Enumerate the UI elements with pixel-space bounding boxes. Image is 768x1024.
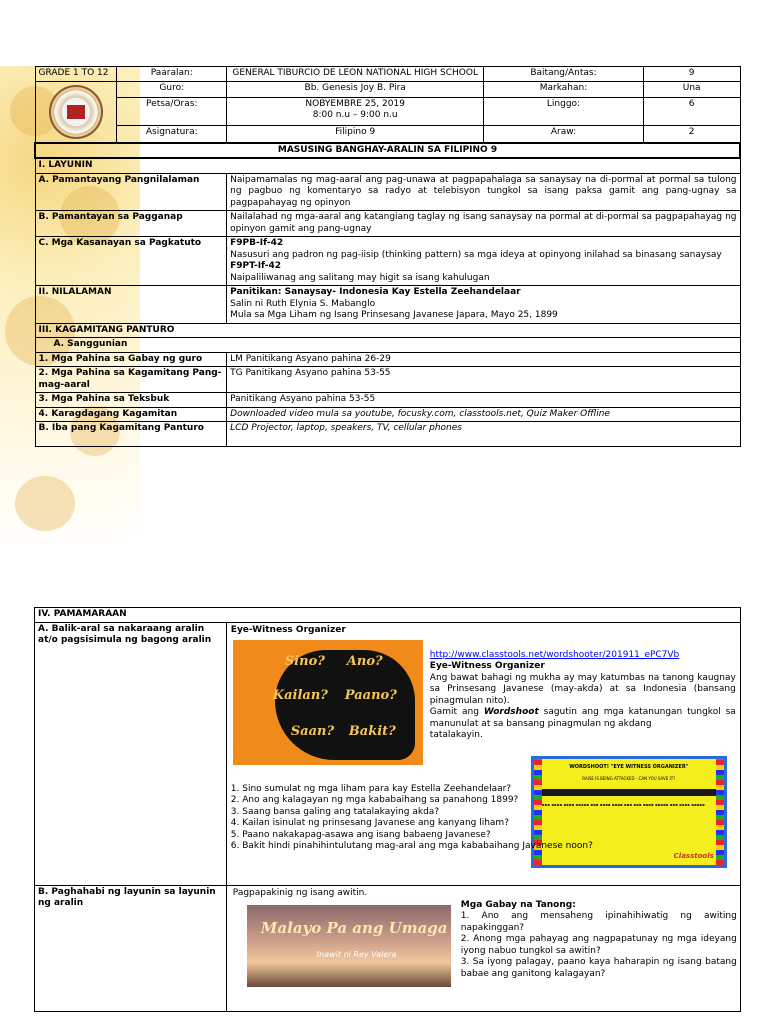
markahan-label: Markahan: (484, 81, 644, 97)
teksbuk-label: 3. Mga Pahina sa Teksbuk (35, 393, 227, 408)
wordshooter-link[interactable]: http://www.classtools.net/wordshooter/201911_ePC7Vb (429, 649, 680, 660)
grade-cell: GRADE 1 TO 12 (35, 67, 117, 82)
paghahabi-label: B. Paghahabi ng layunin sa layunin ng aralin (35, 885, 227, 1011)
guro-value: Bb. Genesis Joy B. Pira (227, 81, 484, 97)
wordshoot-screenshot: WORDSHOOT! "EYE WITNESS ORGANIZER" RAISE IS BEING ATTACKED - CAN YOU SAVE IT? ▪▪▪ ▪▪▪▪ ▪▪▪▪ ▪▪▪▪▪ ▪▪▪ ▪▪▪▪ ▪▪▪▪ ▪▪▪ ▪▪▪ ▪▪▪▪ ▪▪▪▪▪ ▪▪▪ ▪▪▪▪ ▪▪▪▪▪ Classtools (531, 756, 727, 868)
gabay-guro-label: 1. Mga Pahina sa Gabay ng guro (35, 352, 227, 367)
kagamitang-mag-aaral-label: 2. Mga Pahina sa Kagamitang Pang-mag-aaral (35, 367, 227, 393)
guro-label: Guro: (117, 81, 227, 97)
teksbuk-value: Panitikang Asyano pahina 53-55 (227, 393, 740, 408)
araw-label: Araw: (484, 126, 644, 143)
baitang-value: 9 (643, 67, 740, 82)
lesson-plan-header-table (34, 66, 741, 447)
asignatura-value: Filipino 9 (227, 126, 484, 143)
kasanayan-text: F9PB-If-42 Nasusuri ang padron ng pag-iisip (thinking pattern) sa mga ideya at opinyong inilahad sa binasang sanaysay F9PT-If-42 Naipaliliwanag ang salitang may higit sa isang kahulugan (227, 237, 740, 286)
eye-witness-subtitle: Eye-Witness Organizer (429, 661, 545, 671)
gabay-na-tanong: Mga Gabay na Tanong: 1. Ano ang mensaheng ipinahihiwatig ng awiting napakinggan? 2. Anong mga pahayag ang nagpapatunay ng mga ideyang iyong nabuo tungkol sa awitin? 3. Sa iyong palagay, paano kaya haharapin ng isang batang babae ang ganitong kalagayan? (460, 899, 737, 979)
paaralan-value: GENERAL TIBURCIO DE LEON NATIONAL HIGH SCHOOL (227, 67, 484, 82)
karagdagang-kagamitan-value: Downloaded video mula sa youtube, focusky.com, classtools.net, Quiz Maker Offline (227, 407, 740, 422)
school-seal-icon (49, 85, 103, 139)
pamantayan-pagganap-label: B. Pamantayan sa Pagganap (35, 211, 227, 237)
wordshoot-instruction: Gamit ang Wordshoot sagutin ang mga katanungan tungkol sa manunulat at sa bansang pinagmulan ng akdang (429, 707, 736, 729)
gabay-guro-value: LM Panitikang Asyano pahina 26-29 (227, 352, 740, 367)
nilalaman-label: II. NILALAMAN (35, 286, 227, 324)
school-logo-cell (35, 81, 117, 143)
eye-witness-organizer-image: Sino? Ano? Kailan? Paano? Saan? Bakit? (233, 640, 423, 765)
asignatura-label: Asignatura: (117, 126, 227, 143)
layunin-heading: I. LAYUNIN (35, 158, 740, 173)
pamantayan-pagganap-text: Nailalahad ng mga-aaral ang katangiang taglay ng isang sanaysay na pormal at di-pormal sa pagpapahayag ng opinyon gamit ang pang-ugnay (227, 211, 740, 237)
paghahabi-content (226, 885, 740, 1011)
petsa-value: NOBYEMBRE 25, 2019 8:00 n.u – 9:00 n.u (227, 97, 484, 126)
linggo-value: 6 (643, 97, 740, 126)
pamamaraan-table (34, 607, 741, 1012)
kagamitang-mag-aaral-value: TG Panitikang Asyano pahina 53-55 (227, 367, 740, 393)
araw-value: 2 (643, 126, 740, 143)
pagpapakinig-text: Pagpapakinig ng isang awitin. (232, 887, 368, 898)
eye-witness-description: Ang bawat bahagi ng mukha ay may katumbas na tanong kaugnay sa Prinsesang Javanese (may-akda) at sa Indonesia (bansang pinagmulan nito). (429, 672, 736, 706)
linggo-label: Linggo: (484, 97, 644, 126)
iba-pang-kagamitan-label: B. Iba pang Kagamitang Panturo (35, 422, 227, 447)
nilalaman-text: Panitikan: Sanaysay- Indonesia Kay Estella Zeehandelaar Salin ni Ruth Elynia S. Mabanglo Mula sa Mga Liham ng Isang Prinsesang Javanese Japara, Mayo 25, 1899 (227, 286, 740, 324)
document-title: MASUSING BANGHAY-ARALIN SA FILIPINO 9 (35, 143, 740, 159)
song-image: Malayo Pa ang Umaga Inawit ni Rey Valera (247, 905, 451, 987)
kasanayan-label: C. Mga Kasanayan sa Pagkatuto (35, 237, 227, 286)
balik-aral-content (226, 622, 740, 885)
sanggunian-heading: A. Sanggunian (35, 338, 740, 353)
markahan-value: Una (643, 81, 740, 97)
eye-witness-title: Eye-Witness Organizer (230, 624, 346, 635)
karagdagang-kagamitan-label: 4. Karagdagang Kagamitan (35, 407, 227, 422)
wordshoot-instruction-end: tatalakayin. (429, 730, 483, 740)
kagamitan-heading: III. KAGAMITANG PANTURO (35, 323, 740, 338)
pamantayang-pangnilalaman-text: Naipamamalas ng mag-aaral ang pag-unawa at pagpapahalaga sa sanaysay na di-pormal at pormal sa tulong ng pagbuo ng komentaryo sa radyo at telebisyon tungkol sa isang paksa gamit ang pang-ugnay sa pagpapahayag ng opinyon (227, 173, 740, 211)
paaralan-label: Paaralan: (117, 67, 227, 82)
pamantayang-pangnilalaman-label: A. Pamantayang Pangnilalaman (35, 173, 227, 211)
balik-aral-questions: 1. Sino sumulat ng mga liham para kay Estella Zeehandelaar? 2. Ano ang kalagayan ng mga kababaihang sa panahong 1899? 3. Saang bansa galing ang tatalakaying akda? 4. Kailan isinulat ng prinsesang Javanese ang kanyang liham? 5. Paano nakakapag-asawa ang isang babaeng Javanese? 6. Bakit hindi pinahihintulutang mag-aral ang mga kababaihang Javanese noon? (230, 783, 593, 851)
pamamaraan-heading: IV. PAMAMARAAN (35, 608, 741, 623)
baitang-label: Baitang/Antas: (484, 67, 644, 82)
iba-pang-kagamitan-value: LCD Projector, laptop, speakers, TV, cellular phones (227, 422, 740, 447)
balik-aral-label: A. Balik-aral sa nakaraang aralin at/o pagsisimula ng bagong aralin (35, 622, 227, 885)
petsa-label: Petsa/Oras: (117, 97, 227, 126)
